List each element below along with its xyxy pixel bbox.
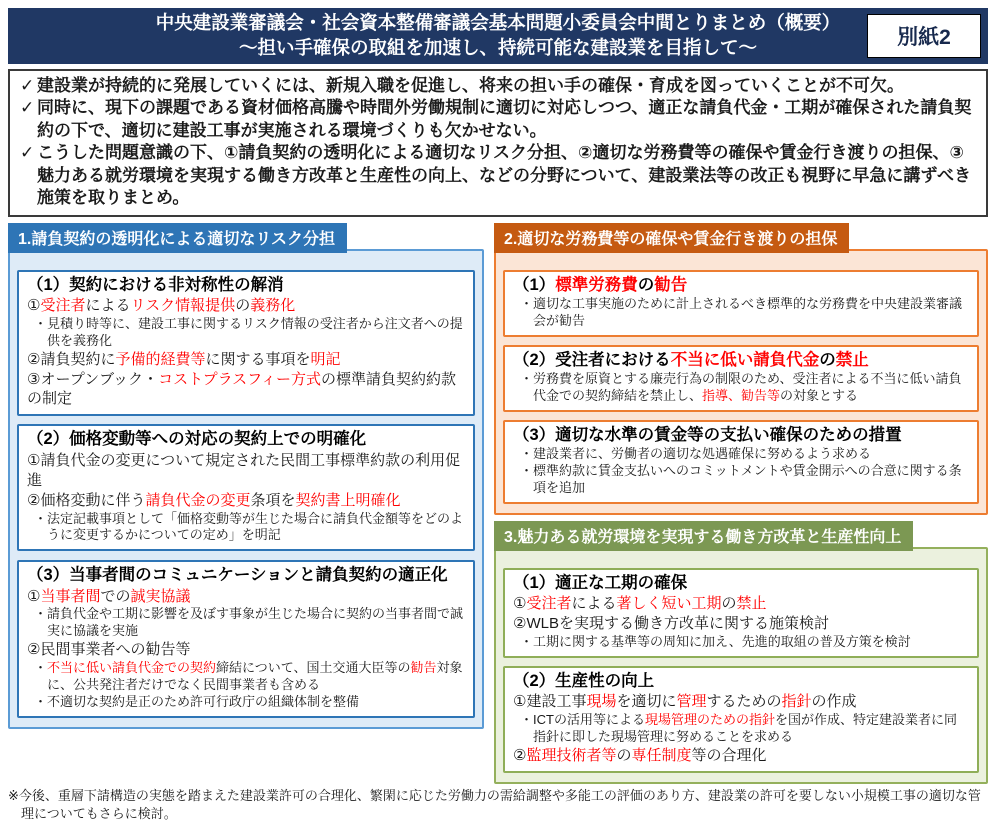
policy-line: ①請負代金の変更について規定された民間工事標準約款の利用促進	[27, 451, 461, 489]
policy-line: ②価格変動に伴う請負代金の変更条項を契約書上明確化	[27, 491, 401, 509]
policy-line: ①建設工事現場を適切に管理するための指針の作成	[513, 692, 857, 710]
section3-heading: 3.魅力ある就労環境を実現する働き方改革と生産性向上	[494, 521, 913, 551]
footnote: ※今後、重層下請構造の実態を踏まえた建設業許可の合理化、繁閑に応じた労働力の需給調整や多能工の評価のあり方、建設業の許可を要しない小規模工事の適切な管理についてもさらに検討。	[8, 787, 981, 822]
summary-text: こうした問題意識の下、①請負契約の透明化による適切なリスク分担、②適切な労務費等の確保や賃金行き渡りの担保、③魅力ある就労環境を実現する働き方改革と生産性の向上、などの分野について、建設業法等の改正も視野に早急に講ずべき施策を取りまとめ。	[37, 143, 971, 208]
policy-subline: ・標準約款に賃金支払いへのコミットメントや賃金開示への合意に関する条項を追加	[520, 462, 962, 495]
summary-text: 建設業が持続的に発展していくには、新規入職を促進し、将来の担い手の確保・育成を図っていくことが不可欠。	[37, 76, 904, 95]
policy-subline: ・適切な工事実施のために計上されるべき標準的な労務費を中央建設業審議会が勧告	[520, 295, 963, 328]
section2-box3	[503, 420, 979, 504]
section1-box3	[17, 560, 475, 718]
section2-box1	[503, 270, 979, 337]
box-title: （3）当事者間のコミュニケーションと請負契約の適正化	[27, 566, 448, 585]
check-icon: ✓	[20, 143, 35, 163]
document-header	[8, 8, 988, 64]
section2-panel	[494, 249, 988, 515]
summary-item	[18, 75, 978, 97]
policy-subline: ・法定記載事項として「価格変動等が生じた場合に請負代金額等をどのように変更するかについての定め」を明記	[34, 510, 464, 543]
section1-panel	[8, 249, 484, 729]
box-title: （2）価格変動等への対応の契約上での明確化	[27, 430, 367, 449]
policy-subline: ・労務費を原資とする廉売行為の制限のため、受注者による不当に低い請負代金での契約締結を禁止し、指導、勧告等の対象とする	[520, 370, 962, 403]
section1-box2	[17, 424, 475, 551]
section3-box2	[503, 666, 979, 773]
left-column	[8, 223, 484, 729]
check-icon: ✓	[20, 76, 35, 95]
section2-box2	[503, 345, 979, 412]
check-icon: ✓	[20, 98, 35, 118]
page-title	[156, 11, 841, 61]
policy-line: ②WLBを実現する働き方改革に関する施策検討	[513, 614, 829, 632]
section2	[494, 223, 988, 515]
box-title: （2）生産性の向上	[513, 671, 655, 690]
policy-subline: ・不当に低い請負代金での契約締結について、国土交通大臣等の勧告対象に、公共発注者だけでなく民間事業者も含める	[34, 660, 463, 693]
box-title: （1）標準労務費の勧告	[513, 275, 688, 294]
policy-subline: ・工期に関する基準等の周知に加え、先進的取組の普及方策を検討	[520, 633, 911, 649]
summary-text: 同時に、現下の課題である資材価格高騰や時間外労働規制に適切に対応しつつ、適正な請負代金・工期が確保された請負契約の下で、適切に建設工事が実施される環境づくりも欠かせない。	[37, 98, 972, 140]
policy-line: ③オープンブック・コストプラスフィー方式の標準請負契約約款の制定	[27, 370, 456, 408]
summary-item	[18, 142, 978, 209]
policy-line: ①受注者によるリスク情報提供の義務化	[27, 296, 296, 314]
policy-line: ①当事者間での誠実協議	[27, 587, 191, 605]
policy-subline: ・不適切な契約是正のため許可行政庁の組織体制を整備	[34, 693, 360, 709]
section1-box1	[17, 270, 475, 417]
title-line1: 中央建設業審議会・社会資本整備審議会基本問題小委員会中間とりまとめ（概要）	[155, 12, 841, 34]
policy-line: ②民間事業者への勧告等	[27, 641, 191, 659]
policy-line: ①受注者による著しく短い工期の禁止	[513, 594, 767, 612]
box-title: （1）契約における非対称性の解消	[27, 275, 284, 294]
right-column	[494, 223, 988, 784]
section3-panel	[494, 547, 988, 784]
policy-subline: ・建設業者に、労働者の適切な処遇確保に努めるよう求める	[520, 445, 872, 461]
policy-subline: ・見積り時等に、建設工事に関するリスク情報の受注者から注文者への提供を義務化	[34, 315, 463, 348]
policy-subline: ・請負代金や工期に影響を及ぼす事象が生じた場合に契約の当事者間で誠実に協議を実施	[34, 606, 464, 639]
section1-heading: 1.請負契約の透明化による適切なリスク分担	[8, 223, 347, 253]
box-title: （3）適切な水準の賃金等の支払い確保のための措置	[513, 425, 902, 444]
box-title: （2）受注者における不当に低い請負代金の禁止	[513, 350, 869, 369]
attachment-badge: 別紙2	[867, 14, 981, 58]
policy-subline: ・ICTの活用等による現場管理のための指針を国が作成、特定建設業者に同指針に即した現場管理に努めることを求める	[520, 711, 957, 744]
policy-line: ②監理技術者等の専任制度等の合理化	[513, 746, 767, 764]
content-columns	[8, 223, 988, 784]
title-line2: ～担い手確保の取組を加速し、持続可能な建設業を目指して～	[238, 37, 757, 58]
section3	[494, 521, 988, 784]
box-title: （1）適正な工期の確保	[513, 573, 688, 592]
section2-heading: 2.適切な労務費等の確保や賃金行き渡りの担保	[494, 223, 849, 253]
section1	[8, 223, 484, 729]
section3-box1	[503, 568, 979, 658]
summary-box	[8, 69, 988, 217]
policy-line: ②請負契約に予備的経費等に関する事項を明記	[27, 350, 341, 368]
summary-item	[18, 97, 978, 142]
